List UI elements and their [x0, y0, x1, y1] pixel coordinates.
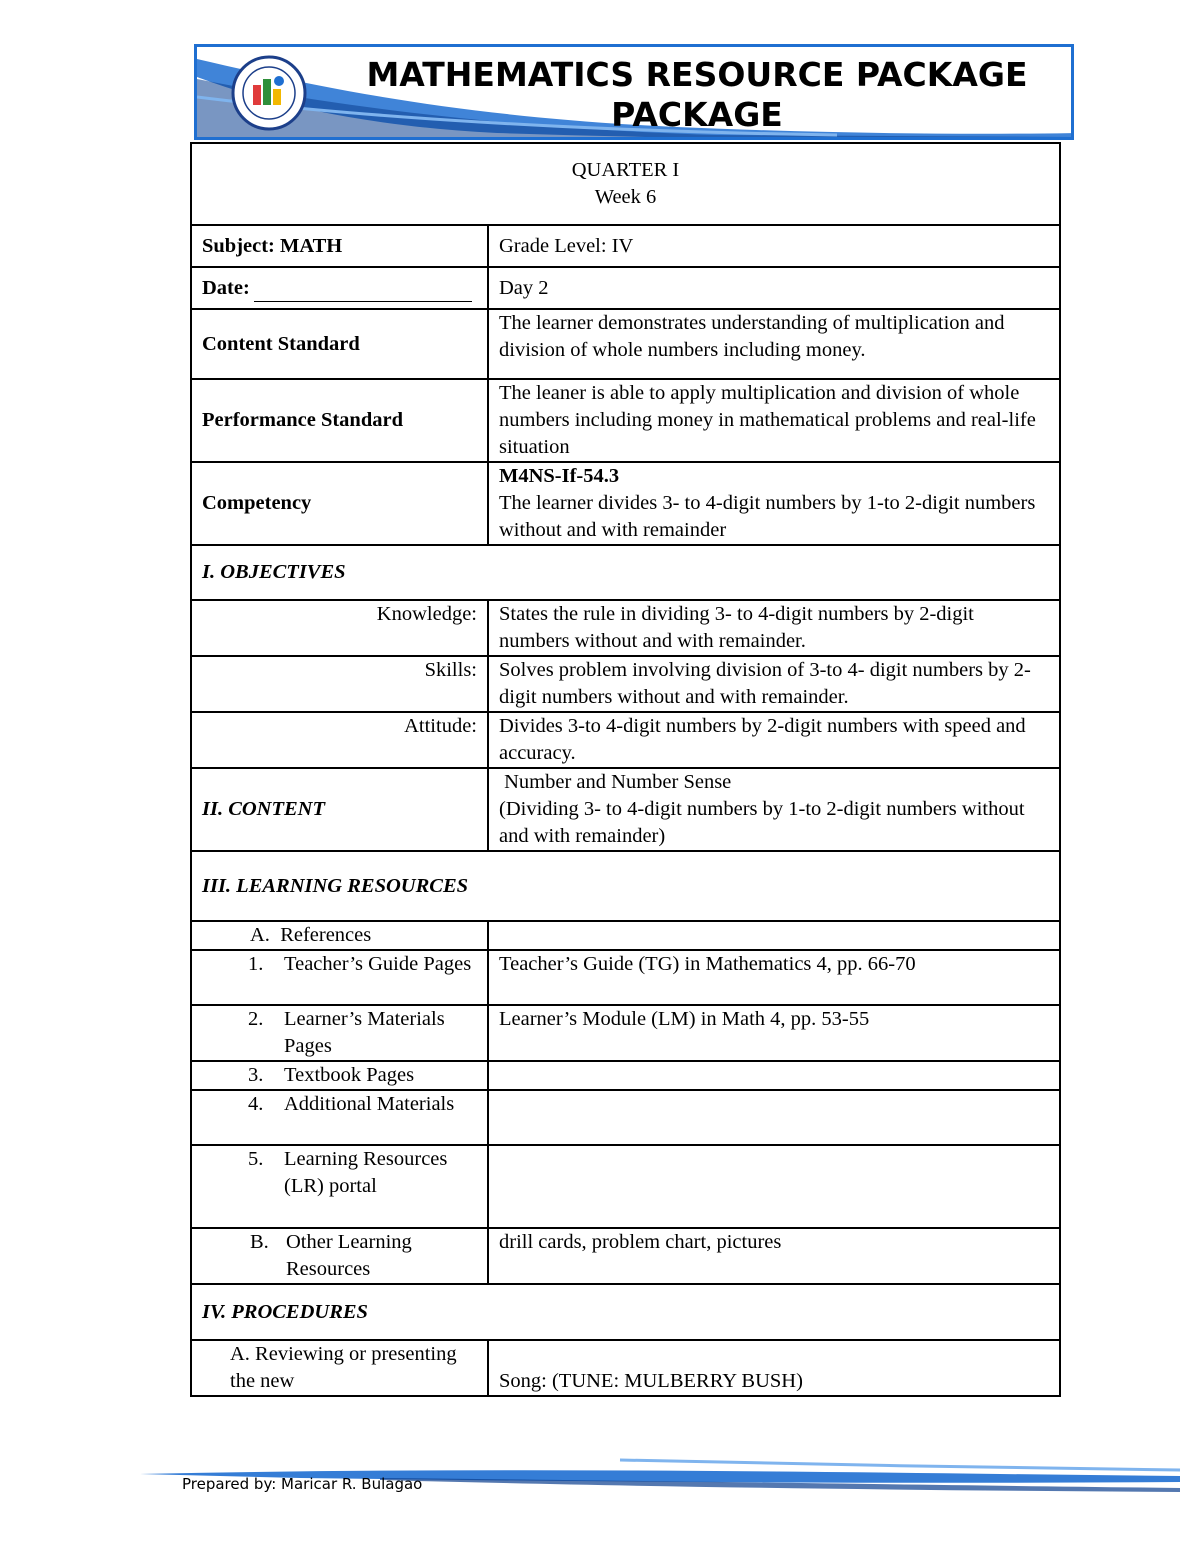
knowledge-label: Knowledge:: [191, 600, 488, 656]
grade-level: Grade Level: IV: [488, 225, 1060, 267]
resources-heading-row: [191, 851, 1060, 921]
attitude-label: Attitude:: [191, 712, 488, 768]
resource-item-row: [191, 1061, 1060, 1090]
footer-swoosh: [0, 1450, 1200, 1510]
skills-row: [191, 656, 1060, 712]
deped-seal-icon: [231, 55, 307, 131]
resource-item-row: [191, 950, 1060, 1005]
date-cell: Date:: [191, 267, 488, 309]
procedures-heading-row: [191, 1284, 1060, 1340]
lesson-plan-table: [190, 142, 1061, 1397]
references-label: A. References: [191, 921, 488, 950]
resource-item-label: 1. Teacher’s Guide Pages: [191, 950, 488, 1005]
subject-row: [191, 225, 1060, 267]
content-standard-text: The learner demonstrates understanding of multiplication and division of whole numbers including money.: [488, 309, 1060, 379]
week-label: Week 6: [594, 186, 657, 208]
date-blank-line: [254, 281, 472, 302]
objectives-heading: I. OBJECTIVES: [191, 545, 1060, 600]
procedure-a-label: A. Reviewing or presenting the new: [191, 1340, 488, 1396]
content-heading: II. CONTENT: [191, 768, 488, 851]
skills-text: Solves problem involving division of 3-to 4- digit numbers by 2-digit numbers without and with remainder.: [488, 656, 1060, 712]
other-resources-row: [191, 1228, 1060, 1284]
content-subtopic: (Dividing 3- to 4-digit numbers by 1-to 2-digit numbers without and with remainder): [499, 798, 1025, 847]
procedure-a-row: [191, 1340, 1060, 1396]
knowledge-row: [191, 600, 1060, 656]
performance-standard-label: Performance Standard: [191, 379, 488, 462]
resource-item-value: [488, 1145, 1060, 1228]
date-row: [191, 267, 1060, 309]
resource-item-value: Learner’s Module (LM) in Math 4, pp. 53-55: [488, 1005, 1060, 1061]
competency-cell: [488, 462, 1060, 545]
subject-label: Subject: MATH: [191, 225, 488, 267]
resources-heading: III. LEARNING RESOURCES: [191, 851, 1060, 921]
quarter-row: [191, 143, 1060, 225]
other-resources-label: B. Other Learning Resources: [191, 1228, 488, 1284]
references-value: [488, 921, 1060, 950]
content-row: [191, 768, 1060, 851]
knowledge-text: States the rule in dividing 3- to 4-digit numbers by 2-digit numbers without and with remainder.: [488, 600, 1060, 656]
resource-item-row: [191, 1145, 1060, 1228]
skills-label: Skills:: [191, 656, 488, 712]
procedure-a-value: Song: (TUNE: MULBERRY BUSH): [488, 1340, 1060, 1396]
resource-item-value: Teacher’s Guide (TG) in Mathematics 4, pp. 66-70: [488, 950, 1060, 1005]
attitude-text: Divides 3-to 4-digit numbers by 2-digit numbers with speed and accuracy.: [488, 712, 1060, 768]
day-label: Day 2: [488, 267, 1060, 309]
other-resources-value: drill cards, problem chart, pictures: [488, 1228, 1060, 1284]
resource-item-label: 3. Textbook Pages: [191, 1061, 488, 1090]
resource-item-value: [488, 1061, 1060, 1090]
competency-text: The learner divides 3- to 4-digit numbers by 1-to 2-digit numbers without and with remainder: [499, 492, 1036, 541]
competency-label: Competency: [191, 462, 488, 545]
objectives-heading-row: [191, 545, 1060, 600]
procedures-heading: IV. PROCEDURES: [191, 1284, 1060, 1340]
resource-item-row: [191, 1005, 1060, 1061]
content-cell: [488, 768, 1060, 851]
resource-item-row: [191, 1090, 1060, 1145]
resource-item-label: 5. Learning Resources (LR) portal: [191, 1145, 488, 1228]
content-standard-row: [191, 309, 1060, 379]
resource-item-label: 2. Learner’s Materials Pages: [191, 1005, 488, 1061]
header-title: MATHEMATICS RESOURCE PACKAGE PACKAGE: [366, 55, 1028, 134]
resource-item-value: [488, 1090, 1060, 1145]
prepared-by: Prepared by: Maricar R. Bulagao: [182, 1475, 423, 1493]
competency-row: [191, 462, 1060, 545]
performance-standard-row: [191, 379, 1060, 462]
content-standard-label: Content Standard: [191, 309, 488, 379]
quarter-label: QUARTER I: [571, 159, 680, 181]
references-row: [191, 921, 1060, 950]
header-banner: [194, 44, 1074, 140]
content-topic: Number and Number Sense: [499, 771, 732, 793]
resource-item-label: 4. Additional Materials: [191, 1090, 488, 1145]
performance-standard-text: The leaner is able to apply multiplication and division of whole numbers including money in mathematical problems and real-life situation: [488, 379, 1060, 462]
attitude-row: [191, 712, 1060, 768]
competency-code: M4NS-If-54.3: [499, 465, 620, 487]
